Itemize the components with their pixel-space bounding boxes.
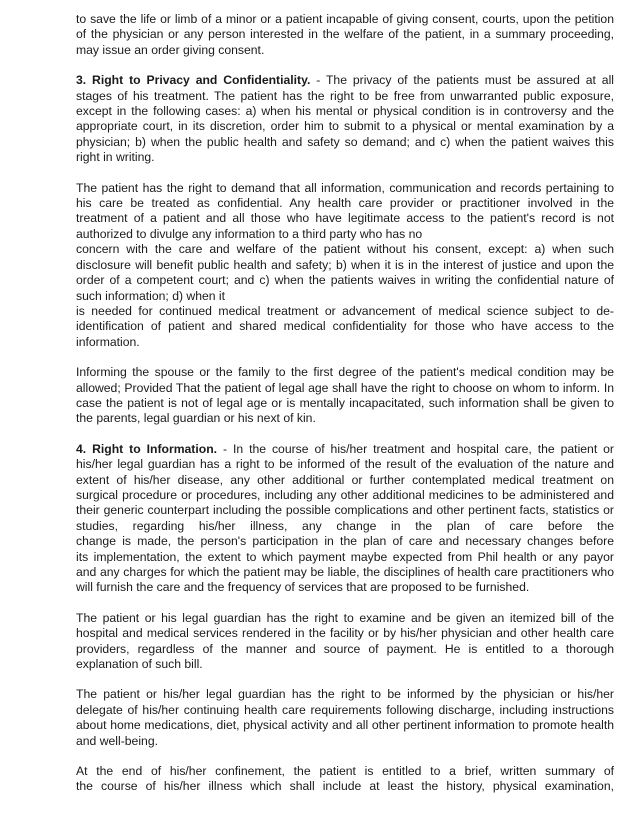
text-line: his care be treated as confidential. Any health care provider or practitioner involved in the: [76, 196, 614, 211]
text-line: is needed for continued medical treatment or advancement of medical science subject to de-: [76, 303, 614, 318]
text-line: of the physician or any person interested in the welfare of the patient, in a summary proceeding,: [76, 27, 614, 42]
paragraph-privacy-records: [76, 181, 614, 350]
paragraph-information-bill: [76, 611, 614, 673]
text-line: about home medications, diet, physical activity and all other pertinent information to promote health: [76, 718, 614, 733]
text-line: identification of patient and shared medical confidentiality for those who have access to the: [76, 319, 614, 334]
text-line: concern with the care and welfare of the patient without his consent, except: a) when such: [76, 242, 614, 257]
text-line: will furnish the care and the frequency of services that are proposed to be furnished.: [76, 580, 530, 595]
text-run: - The privacy of the patients must be assured at all: [310, 73, 614, 88]
text-line: The patient or his/her legal guardian has the right to be informed by the physician or his/her: [76, 687, 614, 702]
text-line: Informing the spouse or the family to the first degree of the patient's medical condition may be: [76, 365, 614, 380]
paragraph-information-intro: [76, 442, 614, 596]
text-line: providers, regardless of the manner and source of payment. He is entitled to a thorough: [76, 641, 614, 656]
text-line: [76, 442, 614, 457]
paragraph-privacy-family: [76, 365, 614, 427]
text-line: right in writing.: [76, 150, 155, 165]
text-line: hospital and medical services rendered in the facility or by his/her physician and other health care: [76, 626, 614, 641]
text-line: stages of his treatment. The patient has the right to be free from unwarranted public exposure,: [76, 88, 614, 103]
text-line: change is made, the person's participation in the plan of care and necessary changes before: [76, 534, 614, 549]
section-heading-privacy: 3. Right to Privacy and Confidentiality.: [76, 73, 311, 88]
text-line: allowed; Provided That the patient of legal age shall have the right to choose on whom to inform. In: [76, 380, 614, 395]
text-line: [76, 73, 614, 88]
text-line: and well-being.: [76, 733, 158, 748]
section-heading-information: 4. Right to Information.: [76, 441, 218, 456]
text-line: studies, regarding his/her illness, any change in the plan of care before the: [76, 518, 614, 533]
text-line: may issue an order giving consent.: [76, 42, 265, 57]
text-line: to save the life or limb of a minor or a patient incapable of giving consent, courts, upon the petition: [76, 12, 614, 26]
text-line: its implementation, the extent to which payment maybe expected from Phil health or any payor: [76, 549, 614, 564]
text-line: disclosure will benefit public health and safety; b) when it is in the interest of justice and upon the: [76, 257, 614, 272]
text-line: information.: [76, 334, 140, 349]
text-line: treatment of a patient and all those who have legitimate access to the patient's record is not: [76, 211, 614, 226]
paragraph-privacy-intro: [76, 73, 614, 165]
text-line: The patient or his legal guardian has the right to examine and be given an itemized bill of the: [76, 610, 614, 625]
text-line: delegate of his/her continuing health care requirements following discharge, including instructions: [76, 702, 614, 717]
text-line: their generic counterpart including the possible complications and other pertinent facts, statistics or: [76, 503, 614, 518]
text-line: explanation of such bill.: [76, 657, 203, 672]
text-line: authorized to divulge any information to a third party who has no: [76, 226, 423, 241]
text-line: case the patient is not of legal age or is mentally incapacitated, such information shall be given to: [76, 395, 614, 410]
text-line: and any charges for which the patient may be liable, the disciplines of health care practitioners who: [76, 565, 614, 579]
text-line: physician; b) when the public health and safety so demand; and c) when the patient waives this: [76, 134, 614, 149]
text-run: - In the course of his/her treatment and hospital care, the patient or: [217, 441, 614, 456]
text-line: extent of his/her disease, any other additional or further contemplated medical treatment on: [76, 472, 614, 487]
text-line: the course of his/her illness which shall include at least the history, physical examination,: [76, 779, 614, 794]
document-body: [76, 12, 614, 810]
text-line: The patient has the right to demand that all information, communication and records pertaining to: [76, 180, 614, 195]
text-line: his/her legal guardian has a right to be informed of the result of the evaluation of the nature and: [76, 457, 614, 472]
text-line: such information; d) when it: [76, 288, 226, 303]
paragraph-consent-summary: [76, 12, 614, 58]
text-line: surgical procedure or procedures, including any other additional medicines to be administered and: [76, 487, 614, 502]
text-line: the parents, legal guardian or his next of kin.: [76, 411, 316, 426]
text-line: order of a competent court; and c) when the patients waives in writing the confidential nature of: [76, 273, 614, 288]
text-line: except in the following cases: a) when his mental or physical condition is in controversy and the: [76, 104, 614, 119]
paragraph-information-summary: [76, 764, 614, 795]
text-line: appropriate court, in its discretion, order him to submit to a physical or mental examination by a: [76, 119, 614, 134]
paragraph-information-discharge: [76, 687, 614, 749]
text-line: At the end of his/her confinement, the patient is entitled to a brief, written summary of: [76, 764, 614, 779]
